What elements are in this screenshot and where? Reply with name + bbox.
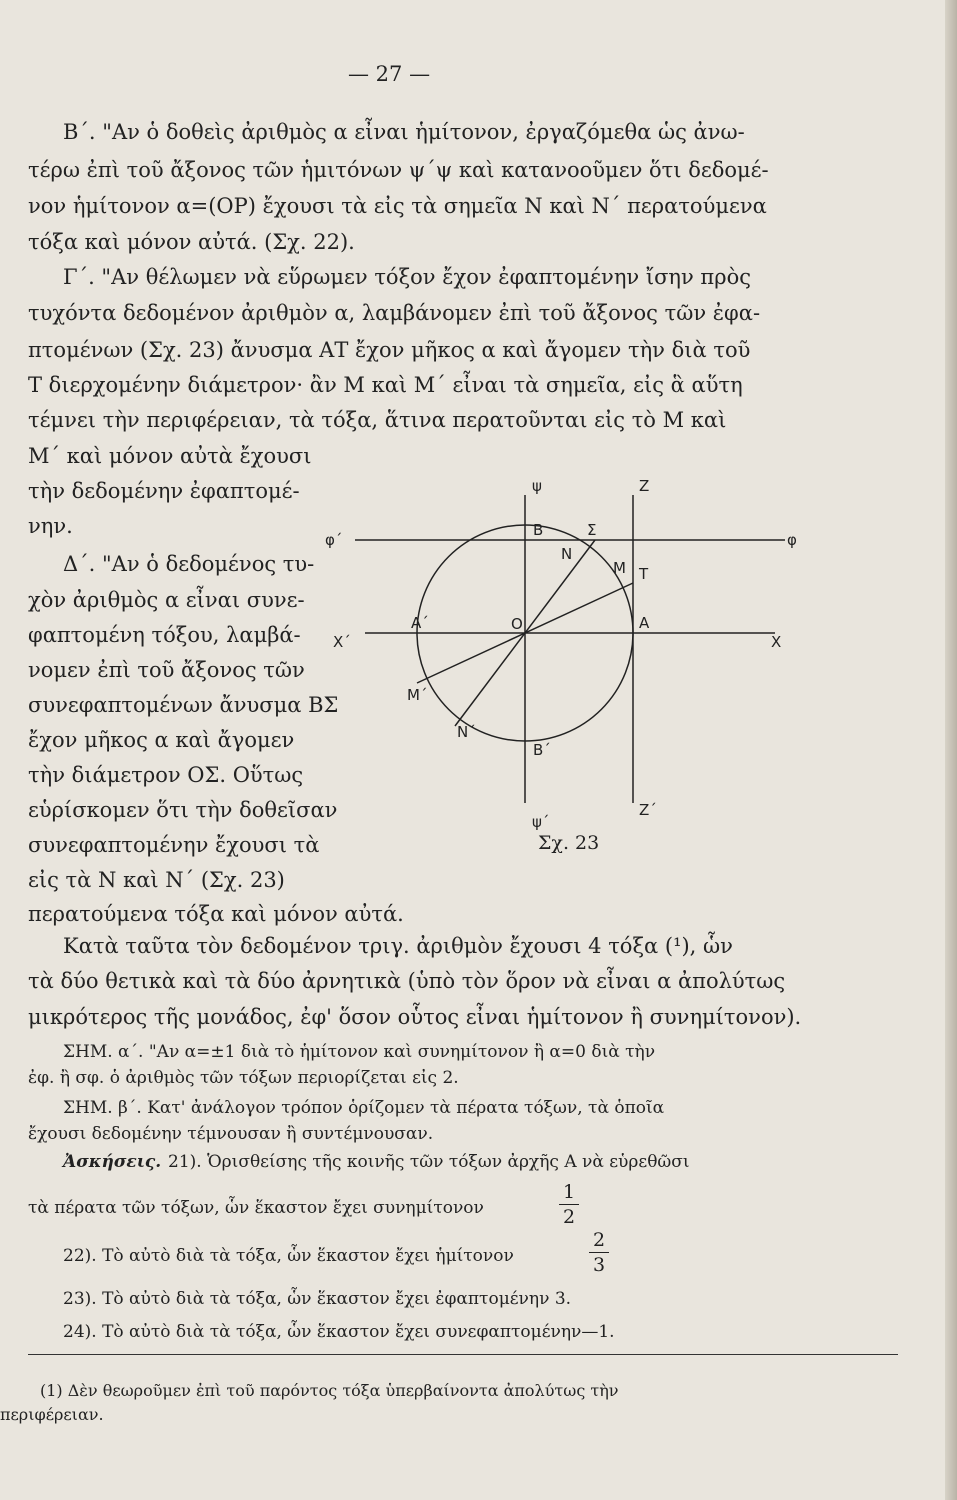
label-chi: Χ (771, 633, 782, 651)
exercise-22: 22). Τὸ αὐτὸ διὰ τὰ τόξα, ὧν ἕκαστον ἔχει ἡμίτονον (63, 1246, 514, 1266)
text-line: χὸν ἀριθμὸς α εἶναι συνε- (28, 588, 305, 612)
note-line: ΣΗΜ. β΄. Κατ' ἀνάλογον τρόπον ὁρίζομεν τὰ πέρατα τόξων, τὰ ὁποῖα (63, 1098, 665, 1118)
figure-23 (325, 455, 805, 850)
label-psi: ψ (532, 477, 542, 495)
text-line: φαπτομένη τόξου, λαμβά- (28, 623, 301, 647)
label-m-prime: Μ΄ (407, 686, 428, 704)
text-line: Κατὰ ταῦτα τὸν δεδομένον τριγ. ἀριθμὸν ἔχουσι 4 τόξα (¹), ὧν (63, 934, 733, 958)
text-line: περατούμενα τόξα καὶ μόνον αὐτά. (28, 902, 404, 926)
text-line: ἔχον μῆκος α καὶ ἄγομεν (28, 728, 295, 752)
label-a-prime: Α΄ (411, 614, 429, 632)
label-z-prime: Ζ΄ (639, 801, 657, 819)
text-line: συνεφαπτομένων ἄνυσμα ΒΣ (28, 693, 339, 717)
label-phi: φ (787, 531, 797, 549)
label-n: Ν (561, 545, 573, 563)
exercises-heading: Ἀσκήσεις. (63, 1152, 162, 1172)
text-line: νην. (28, 514, 73, 538)
text-line: συνεφαπτομένην ἔχουσι τὰ (28, 833, 320, 857)
text-line: Τ διερχομένην διάμετρον· ἂν Μ καὶ Μ΄ εἶναι τὰ σημεῖα, εἰς ἃ αὕτη (28, 373, 743, 397)
text-line: Β΄. "Αν ὁ δοθεὶς ἀριθμὸς α εἶναι ἡμίτονον, ἐργαζόμεθα ὡς ἀνω- (63, 120, 745, 144)
text-line: τέρω ἐπὶ τοῦ ἄξονος τῶν ἡμιτόνων ψ΄ψ καὶ κατανοοῦμεν ὅτι δεδομέ- (28, 158, 769, 182)
note-line: ἐφ. ἢ σφ. ὁ ἀριθμὸς τῶν τόξων περιορίζεται εἰς 2. (28, 1068, 459, 1088)
text-line: εὑρίσκομεν ὅτι τὴν δοθεῖσαν (28, 798, 338, 822)
fraction-bar (589, 1252, 609, 1253)
fraction-denominator: 3 (592, 1254, 606, 1276)
label-b-prime: Β΄ (533, 741, 551, 759)
exercise-21-cont: τὰ πέρατα τῶν τόξων, ὧν ἕκαστον ἔχει συνημίτονον (28, 1198, 484, 1218)
fraction-numerator: 1 (562, 1181, 576, 1203)
exercise-23: 23). Τὸ αὐτὸ διὰ τὰ τόξα, ὧν ἕκαστον ἔχει ἐφαπτομένην 3. (63, 1289, 572, 1309)
footnote-line: περιφέρειαν. (0, 1405, 104, 1424)
text-line: Δ΄. "Αν ὁ δεδομένος τυ- (63, 552, 315, 576)
fraction-bar (559, 1204, 579, 1205)
label-a: Α (639, 614, 650, 632)
label-phi-prime: φ΄ (325, 531, 343, 549)
text-line: νομεν ἐπὶ τοῦ ἄξονος τῶν (28, 658, 305, 682)
fraction-one-half (558, 1182, 580, 1227)
page-number: — 27 — (348, 62, 431, 86)
label-psi-prime: ψ΄ (532, 813, 550, 831)
figure-caption: Σχ. 23 (538, 832, 600, 854)
note-line: ἔχουσι δεδομένην τέμνουσαν ἢ συντέμνουσαν. (28, 1124, 434, 1144)
text-line: Γ΄. "Αν θέλωμεν νὰ εὕρωμεν τόξον ἔχον ἐφαπτομένην ἴσην πρὸς (63, 265, 751, 289)
note-line: ΣΗΜ. α΄. "Αν α=±1 διὰ τὸ ἡμίτονον καὶ συνημίτονον ἢ α=0 διὰ τὴν (63, 1042, 656, 1062)
page-edge (945, 0, 957, 1500)
text-line: πτομένων (Σχ. 23) ἄνυσμα ΑΤ ἔχον μῆκος α καὶ ἄγομεν τὴν διὰ τοῦ (28, 338, 751, 362)
label-o: Ο (511, 615, 523, 633)
text-line: τὴν δεδομένην ἐφαπτομέ- (28, 479, 300, 503)
exercise-24: 24). Τὸ αὐτὸ διὰ τὰ τόξα, ὧν ἕκαστον ἔχει συνεφαπτομένην—1. (63, 1322, 615, 1342)
label-z: Ζ (639, 477, 650, 495)
label-b: Β (533, 521, 544, 539)
fraction-denominator: 2 (562, 1206, 576, 1228)
text-line: τὰ δύο θετικὰ καὶ τὰ δύο ἀρνητικὰ (ὑπὸ τὸν ὅρον νὰ εἶναι α ἀπολύτως (28, 969, 786, 993)
label-m: Μ (613, 559, 626, 577)
text-line: τέμνει τὴν περιφέρειαν, τὰ τόξα, ἅτινα περατοῦνται εἰς τὸ Μ καὶ (28, 408, 727, 432)
footnote-divider (28, 1354, 898, 1355)
label-t: Τ (639, 565, 649, 583)
footnote-line: (1) Δὲν θεωροῦμεν ἐπὶ τοῦ παρόντος τόξα ὑπερβαίνοντα ἀπολύτως τὴν (40, 1381, 619, 1400)
text-line: μικρότερος τῆς μονάδος, ἐφ' ὅσον οὗτος εἶναι ἡμίτονον ἢ συνημίτονον). (28, 1005, 802, 1029)
fraction-numerator: 2 (592, 1229, 606, 1251)
text-line: εἰς τὰ Ν καὶ Ν΄ (Σχ. 23) (28, 868, 285, 892)
label-chi-prime: Χ΄ (333, 633, 351, 651)
text-line: τόξα καὶ μόνον αὐτά. (Σχ. 22). (28, 230, 355, 254)
exercise-21: 21). Ὁρισθείσης τῆς κοινῆς τῶν τόξων ἀρχῆς Α νὰ εὑρεθῶσι (168, 1152, 690, 1172)
text-line: νον ἡμίτονον α=(OP) ἔχουσι τὰ εἰς τὰ σημεῖα Ν καὶ Ν΄ περατούμενα (28, 194, 767, 218)
text-line: τὴν διάμετρον ΟΣ. Οὕτως (28, 763, 304, 787)
text-line: τυχόντα δεδομένον ἀριθμὸν α, λαμβάνομεν ἐπὶ τοῦ ἄξονος τῶν ἐφα- (28, 301, 761, 325)
fraction-two-thirds (588, 1230, 610, 1275)
label-sigma: Σ (587, 521, 597, 539)
label-n-prime: Ν΄ (457, 723, 476, 741)
text-line: Μ΄ καὶ μόνον αὐτὰ ἔχουσι (28, 444, 312, 468)
